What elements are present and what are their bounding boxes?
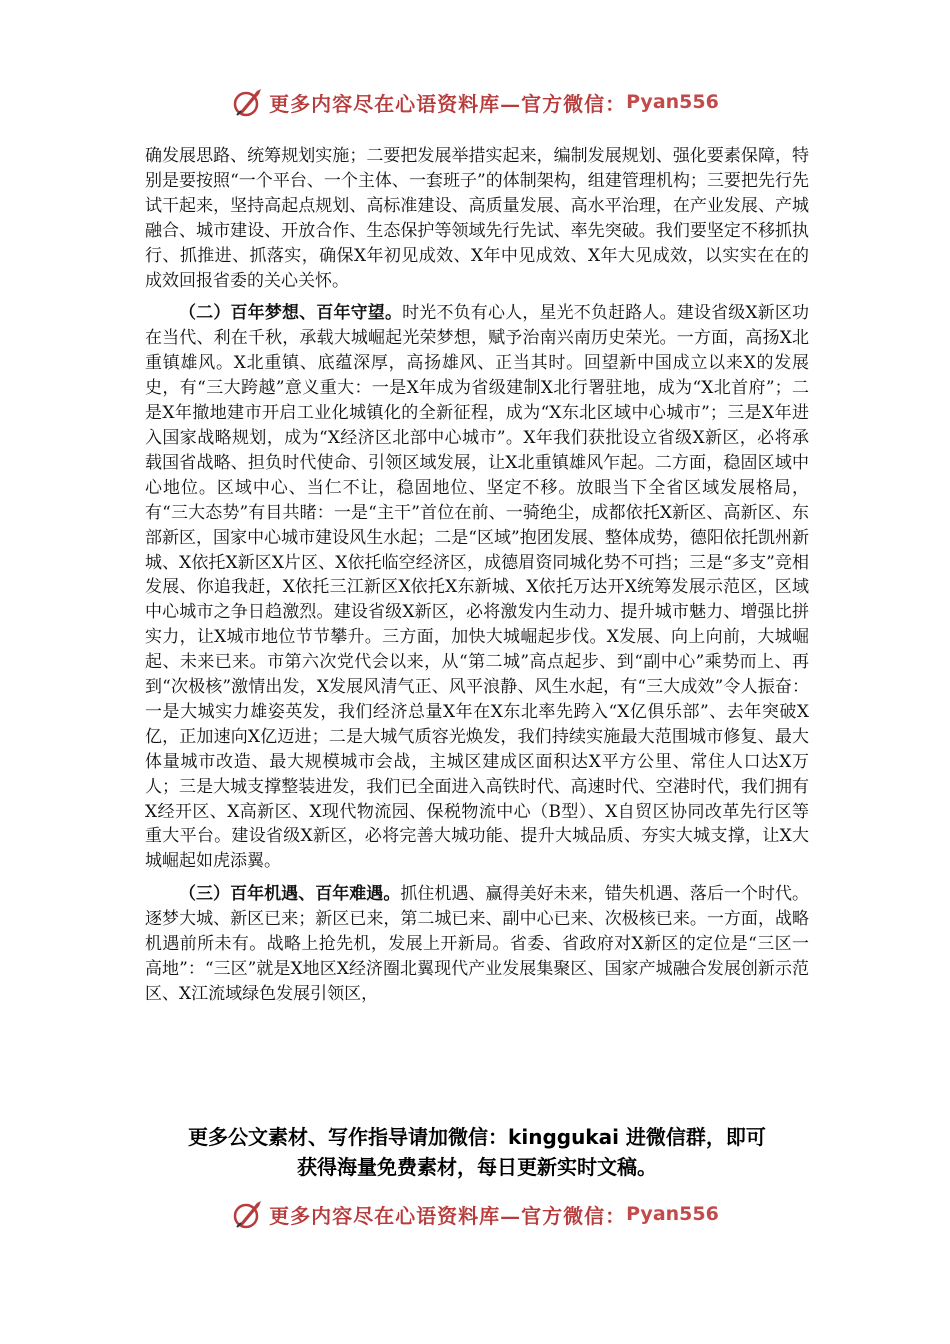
promo-notice [145, 1122, 809, 1182]
promo-line-1: 更多公文素材、写作指导请加微信：kinggukai 进微信群，即可 [188, 1125, 766, 1149]
promo-line-2: 获得海量免费素材，每日更新实时文稿。 [297, 1155, 657, 1179]
paragraph-text: 时光不负有心人，星光不负赶路人。建设省级X新区功在当代、利在千秋，承载大城崛起光荣梦想，赋予治南兴南历史荣光。一方面，高扬X北重镇雄风。X北重镇、底蕴深厚，高扬雄风、正当其时。回望新中国成立以来X的发展史，有“三大跨越”意义重大：一是X年成为省级建制X北行署驻地，成为“X北首府”；二是X年撤地建市开启工业化城镇化的全新征程，成为“X东北区域中心城市”；三是X年进入国家战略规划，成为“X经济区北部中心城市”。X年我们获批设立省级X新区，必将承载国省战略、担负时代使命、引领区域发展，让X北重镇雄风乍起。二方面，稳固区域中心地位。区域中心、当仁不让，稳固地位、坚定不移。放眼当下全省区域发展格局，有“三大态势”有目共睹：一是“主干”首位在前、一骑绝尘，成都依托X新区、高新区、东部新区，国家中心城市建设风生水起；二是“区域”抱团发展、整体成势，德阳依托凯州新城、X依托X新区X片区、X依托临空经济区，成德眉资同城化势不可挡；三是“多支”竞相发展、你追我赶，X依托三江新区X依托X东新城、X依托万达开X统筹发展示范区，区域中心城市之争日趋激烈。建设省级X新区，必将激发内生动力、提升城市魅力、增强比拼实力，让X城市地位节节攀升。三方面，加快大城崛起步伐。X发展、向上向前，大城崛起、未来已来。市第六次党代会以来，从“第二城”高点起步、到“副中心”乘势而上、再到“次极核”激情出发，X发展风清气正、风平浪静、风生水起，有“三大成效”令人振奋：一是大城实力雄姿英发，我们经济总量X年在X东北率先跨入“X亿俱乐部”、去年突破X亿，正加速向X亿迈进；二是大城气质容光焕发，我们持续实施最大范围城市修复、最大体量城市改造、最大规模城市会战，主城区建成区面积达X平方公里、常住人口达X万人；三是大城支撑整装进发，我们已全面进入高铁时代、高速时代、空港时代，我们拥有X经开区、X高新区、X现代物流园、保税物流中心（B型）、X自贸区协同改革先行区等重大平台。建设省级X新区，必将完善大城功能、提升大城品质、夯实大城支撑，让X大城崛起如虎添翼。 [145, 303, 810, 872]
paragraph-text: 确发展思路、统筹规划实施；二要把发展举措实起来，编制发展规划、强化要素保障，特别是要按照“一个平台、一个主体、一套班子”的体制架构，组建管理机构；三要把先行先试干起来，坚持高起点规划、高标准建设、高质量发展、高水平治理，在产业发展、产城融合、城市建设、开放合作、生态保护等领域先行先试、率先突破。我们要坚定不移抓执行、抓推进、抓落实，确保X年初见成效、X年中见成效、X年大见成效，以实实在在的成效回报省委的关心关怀。 [145, 146, 809, 291]
paragraph-section-2 [145, 301, 809, 874]
watermark-text: 更多内容尽在心语资料库—官方微信： [269, 91, 627, 116]
paragraph-continuation [145, 144, 809, 293]
footer-watermark [0, 1194, 950, 1234]
section-heading: （三）百年机遇、百年难遇。 [179, 884, 401, 905]
quill-logo-icon [231, 85, 265, 119]
watermark-wechat-id: Pyan556 [626, 1203, 719, 1225]
header-watermark [0, 82, 950, 122]
watermark-text: 更多内容尽在心语资料库—官方微信： [269, 1203, 627, 1228]
paragraph-section-3 [145, 882, 809, 1007]
watermark-wechat-id: Pyan556 [626, 91, 719, 113]
quill-logo-icon [231, 1197, 265, 1231]
paragraph-text: 抓住机遇、赢得美好未来，错失机遇、落后一个时代。逐梦大城、新区已来；新区已来，第二城已来、副中心已来、次极核已来。一方面，战略机遇前所未有。战略上抢先机，发展上开新局。省委、省政府对X新区的定位是“三区一高地”：“三区”就是X地区X经济圈北翼现代产业发展集聚区、国家产城融合发展创新示范区、X江流域绿色发展引领区， [145, 884, 810, 1004]
document-body [145, 144, 809, 1007]
section-heading: （二）百年梦想、百年守望。 [179, 303, 403, 324]
